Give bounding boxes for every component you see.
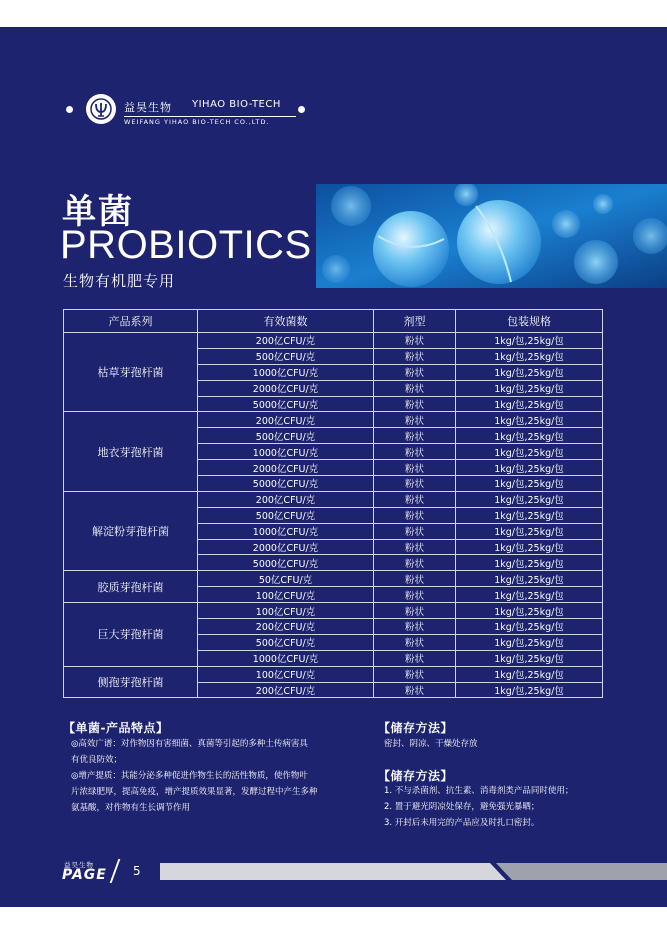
company-logo-icon — [86, 94, 116, 124]
cell-count: 200亿CFU/克 — [198, 412, 374, 428]
cell-count: 2000亿CFU/克 — [198, 539, 374, 555]
cell-packaging: 1kg/包,25kg/包 — [456, 571, 603, 587]
storage-list — [384, 736, 644, 752]
cell-packaging: 1kg/包,25kg/包 — [456, 634, 603, 650]
cell-form: 粉状 — [374, 348, 456, 364]
table-body — [64, 333, 603, 698]
cell-count: 100亿CFU/克 — [198, 587, 374, 603]
cell-count: 200亿CFU/克 — [198, 682, 374, 698]
cell-form: 粉状 — [374, 619, 456, 635]
page-title-cn: 单菌 — [62, 192, 134, 232]
header-series: 产品系列 — [64, 310, 198, 333]
cell-form: 粉状 — [374, 523, 456, 539]
cell-series: 胶质芽孢杆菌 — [64, 571, 198, 603]
features-list — [71, 736, 336, 816]
cell-packaging: 1kg/包,25kg/包 — [456, 555, 603, 571]
page-subtitle: 生物有机肥专用 — [63, 272, 176, 290]
table-row — [64, 666, 603, 682]
cell-form: 粉状 — [374, 444, 456, 460]
cell-packaging: 1kg/包,25kg/包 — [456, 619, 603, 635]
feature-line: 片浓绿肥厚，提高免疫，增产提质效果显著，发酵过程中产生多种 — [71, 787, 318, 797]
cell-form: 粉状 — [374, 666, 456, 682]
cell-packaging: 1kg/包,25kg/包 — [456, 682, 603, 698]
cell-count: 1000亿CFU/克 — [198, 364, 374, 380]
header-packaging: 包装规格 — [456, 310, 603, 333]
header-count: 有效菌数 — [198, 310, 374, 333]
cell-form: 粉状 — [374, 634, 456, 650]
table-row — [64, 412, 603, 428]
cell-count: 100亿CFU/克 — [198, 666, 374, 682]
cell-form: 粉状 — [374, 682, 456, 698]
cell-count: 1000亿CFU/克 — [198, 650, 374, 666]
cell-form: 粉状 — [374, 603, 456, 619]
cell-packaging: 1kg/包,25kg/包 — [456, 603, 603, 619]
cell-packaging: 1kg/包,25kg/包 — [456, 333, 603, 349]
cell-packaging: 1kg/包,25kg/包 — [456, 507, 603, 523]
table-row — [64, 603, 603, 619]
cell-packaging: 1kg/包,25kg/包 — [456, 523, 603, 539]
cell-form: 粉状 — [374, 650, 456, 666]
cell-form: 粉状 — [374, 555, 456, 571]
usage-line: 2. 置于避光阴凉处保存，避免强光暴晒； — [384, 802, 540, 812]
cell-series: 枯草芽孢杆菌 — [64, 333, 198, 412]
product-spec-table — [63, 309, 603, 698]
cell-count: 200亿CFU/克 — [198, 333, 374, 349]
cell-form: 粉状 — [374, 491, 456, 507]
cell-count: 500亿CFU/克 — [198, 634, 374, 650]
cell-packaging: 1kg/包,25kg/包 — [456, 666, 603, 682]
cell-packaging: 1kg/包,25kg/包 — [456, 428, 603, 444]
page-title-en: PROBIOTICS — [60, 223, 312, 267]
cell-count: 2000亿CFU/克 — [198, 460, 374, 476]
logo-company-fullname: WEIFANG YIHAO BIO-TECH CO.,LTD. — [124, 118, 270, 126]
usage-line: 1. 不与杀菌剂、抗生素、消毒剂类产品同时使用； — [384, 786, 574, 796]
cell-count: 1000亿CFU/克 — [198, 444, 374, 460]
logo-name-cn: 益昊生物 — [124, 101, 172, 114]
cell-form: 粉状 — [374, 364, 456, 380]
cell-packaging: 1kg/包,25kg/包 — [456, 396, 603, 412]
footer-slash-divider — [110, 859, 121, 883]
cell-count: 1000亿CFU/克 — [198, 523, 374, 539]
cell-packaging: 1kg/包,25kg/包 — [456, 380, 603, 396]
cell-packaging: 1kg/包,25kg/包 — [456, 348, 603, 364]
cell-form: 粉状 — [374, 412, 456, 428]
usage-list — [384, 783, 654, 831]
cell-count: 50亿CFU/克 — [198, 571, 374, 587]
storage-line: 密封、阴凉、干燥处存放 — [384, 739, 478, 749]
cell-count: 200亿CFU/克 — [198, 619, 374, 635]
feature-line: 氨基酸，对作物有生长调节作用 — [71, 803, 191, 813]
table-row — [64, 491, 603, 507]
table-row — [64, 571, 603, 587]
cell-packaging: 1kg/包,25kg/包 — [456, 587, 603, 603]
cell-form: 粉状 — [374, 507, 456, 523]
cell-count: 2000亿CFU/克 — [198, 380, 374, 396]
logo-right-dot — [298, 106, 305, 113]
probiotic-cells-image — [316, 184, 667, 288]
table-row — [64, 333, 603, 349]
cell-form: 粉状 — [374, 460, 456, 476]
cell-series: 解淀粉芽孢杆菌 — [64, 491, 198, 570]
cell-form: 粉状 — [374, 571, 456, 587]
usage-title: 【储存方法】 — [378, 769, 454, 783]
logo-left-dot — [66, 106, 73, 113]
cell-series: 地衣芽孢杆菌 — [64, 412, 198, 491]
logo-name-en: YIHAO BIO-TECH — [192, 99, 281, 110]
cell-form: 粉状 — [374, 396, 456, 412]
feature-line: ◎增产提质：其能分泌多种促进作物生长的活性物质，使作物叶 — [71, 771, 308, 781]
cell-form: 粉状 — [374, 476, 456, 492]
page-number: 5 — [133, 864, 141, 878]
brochure-page — [0, 27, 667, 907]
cell-form: 粉状 — [374, 380, 456, 396]
cell-series: 巨大芽孢杆菌 — [64, 603, 198, 667]
cell-count: 500亿CFU/克 — [198, 348, 374, 364]
features-title: 【单菌-产品特点】 — [63, 721, 169, 735]
cell-packaging: 1kg/包,25kg/包 — [456, 650, 603, 666]
cell-count: 200亿CFU/克 — [198, 491, 374, 507]
cell-count: 500亿CFU/克 — [198, 428, 374, 444]
cell-count: 500亿CFU/克 — [198, 507, 374, 523]
storage-title: 【储存方法】 — [378, 721, 454, 735]
cell-packaging: 1kg/包,25kg/包 — [456, 444, 603, 460]
table-header-row — [64, 310, 603, 333]
cell-packaging: 1kg/包,25kg/包 — [456, 539, 603, 555]
cell-packaging: 1kg/包,25kg/包 — [456, 412, 603, 428]
footer-logo-page: PAGE — [62, 867, 107, 883]
feature-line: 有优良防效； — [71, 755, 123, 765]
logo-divider — [124, 116, 296, 117]
cell-form: 粉状 — [374, 428, 456, 444]
cell-count: 5000亿CFU/克 — [198, 476, 374, 492]
cell-packaging: 1kg/包,25kg/包 — [456, 460, 603, 476]
footer-logo-cn: 益昊生物 — [64, 861, 94, 869]
cell-count: 5000亿CFU/克 — [198, 555, 374, 571]
feature-line: ◎高效广谱：对作物因有害细菌、真菌等引起的多种土传病害具 — [71, 739, 308, 749]
cell-packaging: 1kg/包,25kg/包 — [456, 491, 603, 507]
cell-packaging: 1kg/包,25kg/包 — [456, 476, 603, 492]
footer-accent-bar — [160, 863, 667, 880]
usage-line: 3. 开封后未用完的产品应及时扎口密封。 — [384, 818, 540, 828]
cell-form: 粉状 — [374, 587, 456, 603]
cell-count: 5000亿CFU/克 — [198, 396, 374, 412]
cell-form: 粉状 — [374, 539, 456, 555]
cell-count: 100亿CFU/克 — [198, 603, 374, 619]
cell-packaging: 1kg/包,25kg/包 — [456, 364, 603, 380]
header-form: 剂型 — [374, 310, 456, 333]
cell-series: 侧孢芽孢杆菌 — [64, 666, 198, 698]
cell-form: 粉状 — [374, 333, 456, 349]
